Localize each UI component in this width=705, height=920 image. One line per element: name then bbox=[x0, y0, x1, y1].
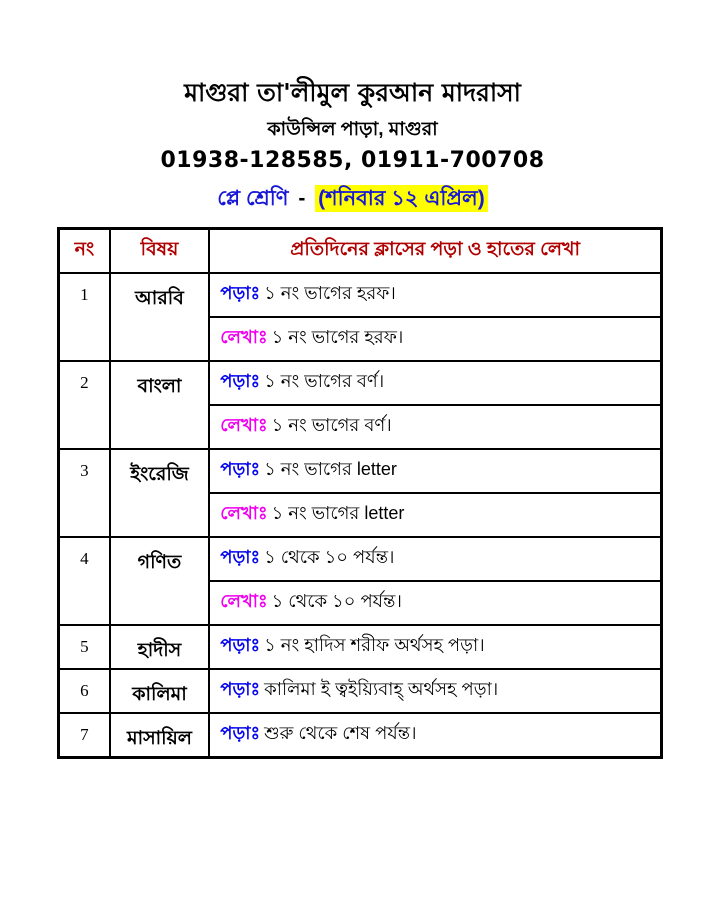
subject-cell: হাদীস bbox=[110, 625, 209, 669]
row-number: 5 bbox=[59, 625, 110, 669]
work-cell bbox=[209, 273, 661, 317]
row-number: 2 bbox=[59, 361, 110, 449]
read-label: পড়াঃ bbox=[220, 679, 261, 699]
read-text: কালিমা ই ত্বইয়্যিবাহ্ অর্থসহ পড়া। bbox=[264, 679, 499, 699]
row-number: 3 bbox=[59, 449, 110, 537]
read-text: ১ থেকে ১০ পর্যন্ত। bbox=[264, 547, 395, 567]
table-header-row bbox=[59, 229, 662, 273]
read-label: পড়াঃ bbox=[220, 371, 261, 391]
row-number: 4 bbox=[59, 537, 110, 625]
lesson-schedule-table bbox=[57, 227, 663, 759]
subject-cell: ইংরেজি bbox=[110, 449, 209, 537]
madrasa-address: কাউন্সিল পাড়া, মাগুরা bbox=[267, 119, 438, 140]
subject-cell: গণিত bbox=[110, 537, 209, 625]
document-header bbox=[0, 76, 705, 214]
write-label: লেখাঃ bbox=[220, 327, 268, 347]
work-cell bbox=[209, 669, 661, 713]
row-number: 7 bbox=[59, 713, 110, 758]
header-no: নং bbox=[59, 229, 110, 273]
write-label: লেখাঃ bbox=[220, 503, 268, 523]
table-row bbox=[59, 273, 662, 317]
write-text: ১ থেকে ১০ পর্যন্ত। bbox=[271, 591, 402, 611]
read-label: পড়াঃ bbox=[220, 459, 261, 479]
read-text: ১ নং ভাগের হরফ। bbox=[264, 283, 396, 303]
table-row bbox=[59, 361, 662, 405]
work-cell bbox=[209, 581, 661, 625]
table-row bbox=[59, 669, 662, 713]
header-work: প্রতিদিনের ক্লাসের পড়া ও হাতের লেখা bbox=[209, 229, 661, 273]
header-subject: বিষয় bbox=[110, 229, 209, 273]
work-cell bbox=[209, 625, 661, 669]
work-cell bbox=[209, 361, 661, 405]
write-label: লেখাঃ bbox=[220, 591, 268, 611]
read-text: ১ নং ভাগের বর্ণ। bbox=[264, 371, 385, 391]
subject-cell: মাসায়িল bbox=[110, 713, 209, 758]
subject-cell: কালিমা bbox=[110, 669, 209, 713]
read-label: পড়াঃ bbox=[220, 723, 261, 743]
read-text: শুরু থেকে শেষ পর্যন্ত। bbox=[264, 723, 417, 743]
work-cell bbox=[209, 713, 661, 758]
read-label: পড়াঃ bbox=[220, 283, 261, 303]
table-row bbox=[59, 449, 662, 493]
work-cell bbox=[209, 537, 661, 581]
madrasa-title: মাগুরা তা'লীমুল কুরআন মাদরাসা bbox=[184, 78, 521, 107]
work-cell bbox=[209, 493, 661, 537]
row-number: 6 bbox=[59, 669, 110, 713]
work-cell bbox=[209, 317, 661, 361]
subject-cell: আরবি bbox=[110, 273, 209, 361]
class-name: প্লে শ্রেণি bbox=[217, 187, 289, 210]
write-text: ১ নং ভাগের letter bbox=[271, 503, 405, 523]
read-label: পড়াঃ bbox=[220, 547, 261, 567]
table-row bbox=[59, 625, 662, 669]
phone-numbers: 01938-128585, 01911-700708 bbox=[160, 148, 545, 173]
table-row bbox=[59, 713, 662, 758]
work-cell bbox=[209, 405, 661, 449]
separator-dash: - bbox=[298, 187, 306, 210]
write-text: ১ নং ভাগের বর্ণ। bbox=[271, 415, 392, 435]
write-text: ১ নং ভাগের হরফ। bbox=[271, 327, 404, 347]
table-row bbox=[59, 537, 662, 581]
write-label: লেখাঃ bbox=[220, 415, 268, 435]
row-number: 1 bbox=[59, 273, 110, 361]
date-highlight: (শনিবার ১২ এপ্রিল) bbox=[315, 185, 488, 212]
work-cell bbox=[209, 449, 661, 493]
read-label: পড়াঃ bbox=[220, 635, 261, 655]
subject-cell: বাংলা bbox=[110, 361, 209, 449]
read-text: ১ নং হাদিস শরীফ অর্থসহ পড়া। bbox=[264, 635, 485, 655]
read-text: ১ নং ভাগের letter bbox=[264, 459, 397, 479]
class-date-line bbox=[0, 184, 705, 214]
